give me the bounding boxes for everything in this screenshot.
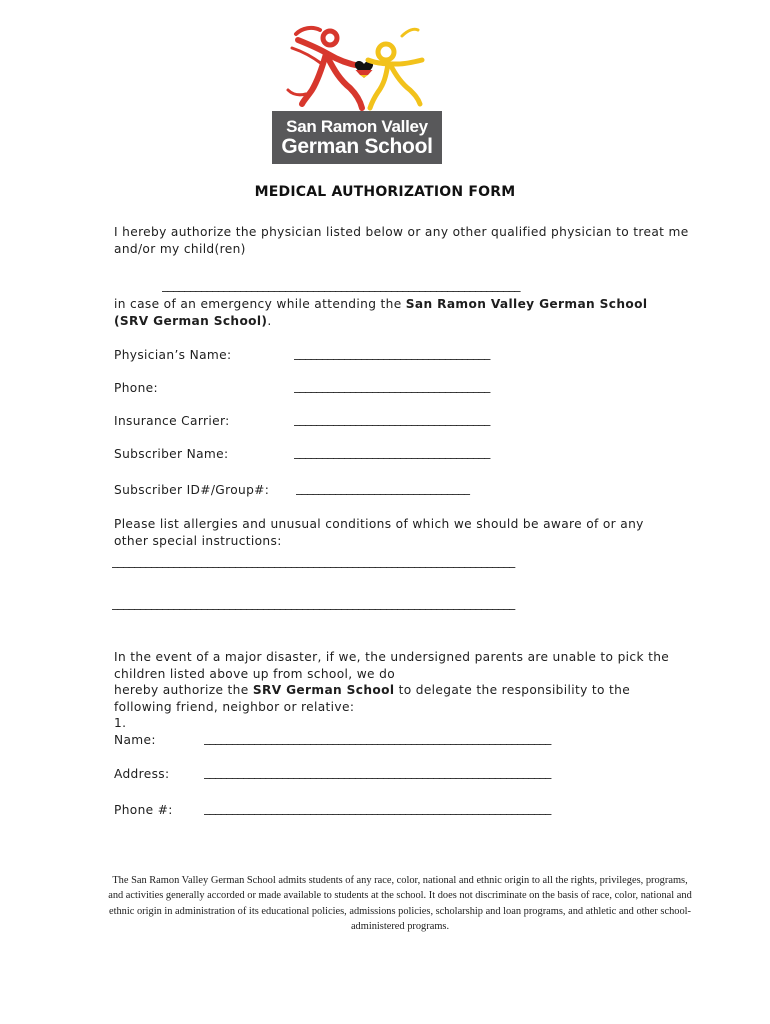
school-logo <box>268 24 444 166</box>
disaster-line-3 <box>114 682 630 699</box>
subscriber-id-label: Subscriber ID#/Group#: <box>114 483 270 497</box>
allergies-blank-1[interactable]: ________________________________________________________________________ <box>112 554 515 568</box>
disaster-line-1: In the event of a major disaster, if we, the undersigned parents are unable to pick the <box>114 650 670 664</box>
school-abbr: (SRV German School) <box>114 314 268 328</box>
emergency-line <box>114 296 647 313</box>
contact-phone-blank[interactable]: ______________________________________________________________ <box>204 801 551 815</box>
disaster-line-4: following friend, neighbor or relative: <box>114 700 355 714</box>
contact-number: 1. <box>114 716 127 730</box>
children-figures-icon <box>268 24 444 114</box>
subscriber-name-label: Subscriber Name: <box>114 447 229 461</box>
logo-text-line2: German School <box>281 135 433 158</box>
physician-name-label: Physician’s Name: <box>114 348 232 362</box>
phone-label: Phone: <box>114 381 158 395</box>
subscriber-name-blank[interactable]: ___________________________________ <box>294 445 490 459</box>
intro-line-2: and/or my child(ren) <box>114 242 246 256</box>
signature-blank[interactable]: ________________________________________________________________ <box>162 278 520 292</box>
logo-text-line1: San Ramon Valley <box>286 117 428 136</box>
allergies-blank-2[interactable]: ________________________________________________________________________ <box>112 596 515 610</box>
contact-address-label: Address: <box>114 767 170 781</box>
form-title: MEDICAL AUTHORIZATION FORM <box>254 184 516 200</box>
period: . <box>267 314 272 328</box>
nondiscrimination-footer: The San Ramon Valley German School admits students of any race, color, national and ethnic origin to all the rights, privileges, programs, and activities generally accorded or made available to students at the school. It does not discriminate on the basis of race, color, national and ethnic origin in administration of its educational policies, admissions policies, scholarship and loan programs, and athletic and other school-administered programs. <box>108 875 692 932</box>
phone-blank[interactable]: ___________________________________ <box>294 379 490 393</box>
subscriber-id-blank[interactable]: _______________________________ <box>296 481 470 495</box>
contact-address-blank[interactable]: ______________________________________________________________ <box>204 765 551 779</box>
allergies-line-1: Please list allergies and unusual conditions of which we should be aware of or any <box>114 517 644 531</box>
disaster-suffix: to delegate the responsibility to the <box>394 683 631 697</box>
allergies-line-2: other special instructions: <box>114 534 282 548</box>
school-abbr-line <box>114 313 272 330</box>
insurance-carrier-label: Insurance Carrier: <box>114 414 230 428</box>
disaster-prefix: hereby authorize the <box>114 683 253 697</box>
physician-name-blank[interactable]: ___________________________________ <box>294 346 490 360</box>
disaster-school: SRV German School <box>252 683 395 697</box>
emergency-prefix: in case of an emergency while attending the <box>114 297 406 311</box>
insurance-carrier-blank[interactable]: ___________________________________ <box>294 412 490 426</box>
school-name: San Ramon Valley German School <box>405 297 648 311</box>
contact-phone-label: Phone #: <box>114 803 173 817</box>
contact-name-blank[interactable]: ______________________________________________________________ <box>204 731 551 745</box>
intro-line-1: I hereby authorize the physician listed below or any other qualified physician to treat me <box>114 225 689 239</box>
school-name-plate <box>272 111 442 164</box>
contact-name-label: Name: <box>114 733 156 747</box>
disaster-line-2: children listed above up from school, we do <box>114 667 396 681</box>
